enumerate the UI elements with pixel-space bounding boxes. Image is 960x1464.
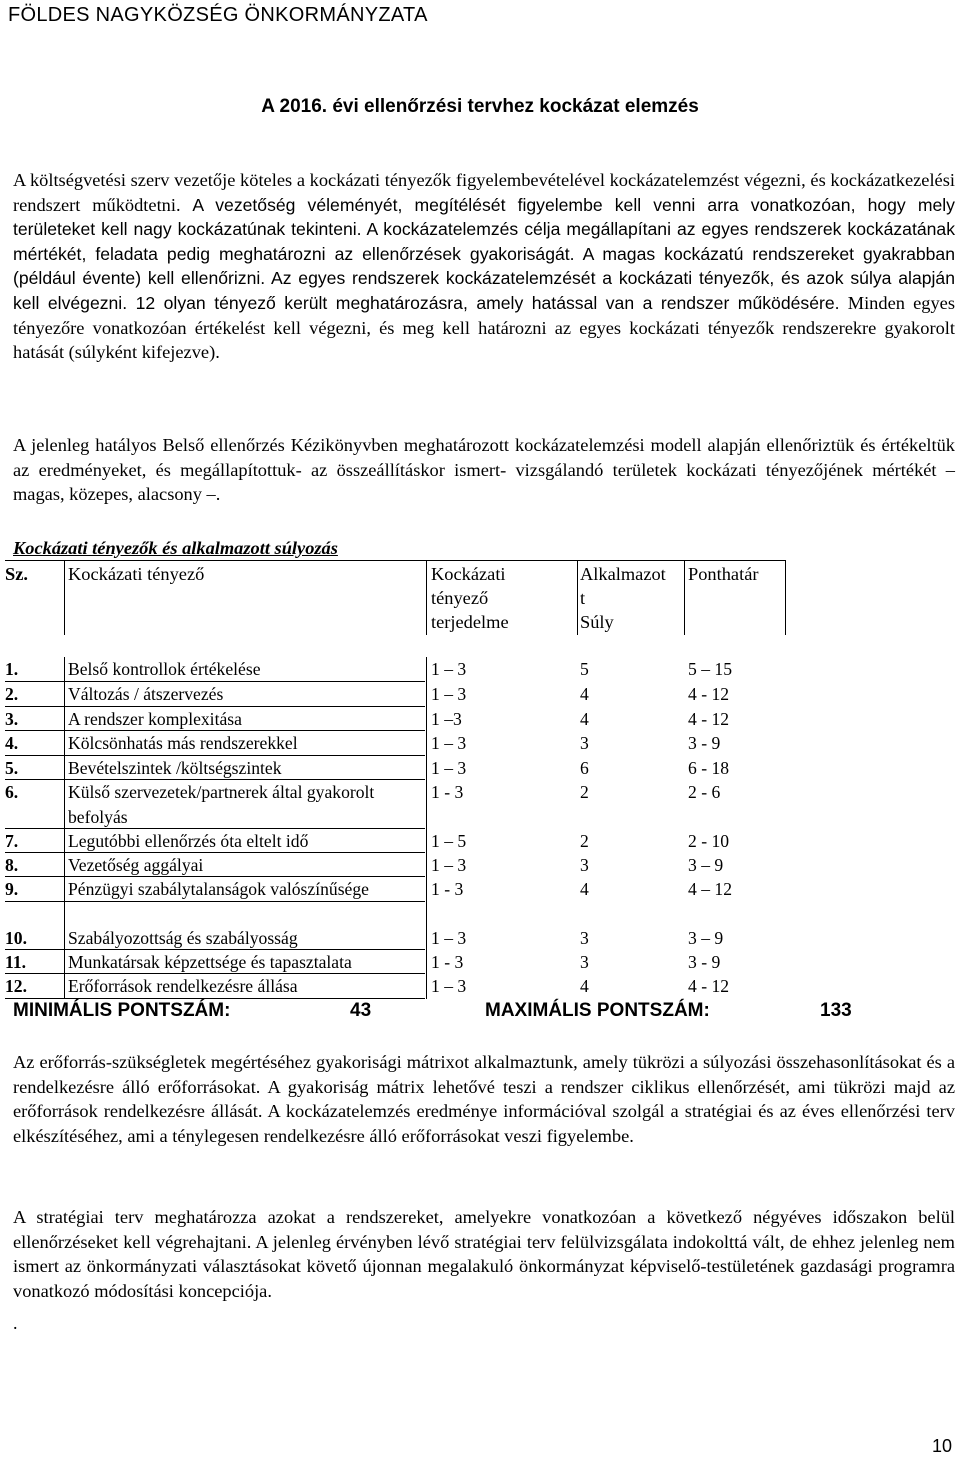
row-divider bbox=[5, 852, 425, 853]
row-range: 1 – 3 bbox=[431, 855, 467, 875]
header-divider bbox=[64, 560, 65, 635]
resource-paragraph: Az erőforrás-szükségletek megértéséhez gyakorisági mátrixot alkalmaztunk, amely tükrözi a súlyozási összehasonlításokat és a rendelkezésre álló erőforrásokat. A gyakoriság mátrix lehetővé teszi a rendszer ciklikus ellenőrzését, ami tükrözi majd az erőforrások rendelkezésre állását. A kockázatelemzés eredménye információval szolgál a stratégiai és az éves ellenőrzési terv elkészítéséhez, ami a ténylegesen rendelkezésre álló erőforrásokat veszi figyelembe. bbox=[13, 1052, 955, 1146]
row-factor: Pénzügyi szabálytalanságok valószínűsége bbox=[68, 879, 369, 899]
intro-part-1: A költségvetési szerv vezetője köteles a kockázati tényezők figyelembevételével kockázatelemzést végezni, és kockázatkezelési rendszert működtetni. bbox=[13, 170, 955, 215]
header-weight-line-3: Súly bbox=[580, 612, 614, 632]
row-score: 3 - 9 bbox=[688, 733, 721, 753]
row-score: 4 - 12 bbox=[688, 709, 730, 729]
min-score-label: MINIMÁLIS PONTSZÁM: bbox=[13, 1000, 231, 1021]
row-range: 1 – 3 bbox=[431, 758, 467, 778]
row-num: 5. bbox=[5, 758, 19, 778]
row-divider bbox=[5, 755, 425, 756]
row-factor: Munkatársak képzettsége és tapasztalata bbox=[68, 952, 352, 972]
column-divider bbox=[426, 657, 427, 999]
row-score: 4 - 12 bbox=[688, 684, 730, 704]
row-score: 3 – 9 bbox=[688, 855, 724, 875]
row-score: 2 - 6 bbox=[688, 782, 721, 802]
row-score: 3 - 9 bbox=[688, 952, 721, 972]
row-weight: 4 bbox=[580, 709, 589, 729]
row-weight: 2 bbox=[580, 782, 589, 802]
row-range: 1 – 3 bbox=[431, 733, 467, 753]
row-num: 6. bbox=[5, 782, 19, 802]
row-range: 1 –3 bbox=[431, 709, 462, 729]
row-factor: Vezetőség aggályai bbox=[68, 855, 204, 875]
table-row bbox=[5, 829, 730, 854]
header-weight-line-1: Alkalmazot bbox=[580, 564, 666, 584]
row-factor: Szabályozottság és szabályosság bbox=[68, 928, 298, 948]
table-row bbox=[5, 853, 724, 878]
header-range bbox=[431, 562, 509, 634]
page-number: 10 bbox=[931, 1436, 952, 1456]
row-num: 4. bbox=[5, 733, 19, 753]
row-range: 1 – 3 bbox=[431, 976, 467, 996]
table-row bbox=[5, 877, 732, 902]
row-score: 4 - 12 bbox=[688, 976, 730, 996]
table-row bbox=[5, 926, 724, 951]
header-weight bbox=[580, 562, 666, 634]
row-range: 1 – 3 bbox=[431, 684, 467, 704]
header-num: Sz. bbox=[5, 564, 28, 584]
intro-part-2: A vezetőség véleményét, megítélését figyelembe kell venni arra vonatkozóan, hogy mely területeket kell nagy kockázatúnak tekinteni. A kockázatelemzés célja megállapítani az egyes rendszerek kockázatának mértékét, feladata pedig meghatározni az ellenőrzések gyakoriságát. A magas kockázatú rendszereket gyakrabban (például évente) kell ellenőrizni. Az egyes rendszerek kockázatelemzését a kockázati tényezők, és azok súlya alapján kell elvégezni. 12 olyan tényező került meghatározásra, amely hatással van a rendszer működésére. bbox=[13, 194, 955, 313]
row-score: 5 – 15 bbox=[688, 659, 732, 679]
row-factor: Külső szervezetek/partnerek által gyakorolt befolyás bbox=[68, 782, 375, 827]
row-weight: 6 bbox=[580, 758, 589, 778]
table-row bbox=[5, 974, 730, 999]
row-factor: Bevételszintek /költségszintek bbox=[68, 758, 282, 778]
header-range-line-1: Kockázati bbox=[431, 564, 506, 584]
header-divider bbox=[426, 560, 427, 635]
row-num: 3. bbox=[5, 709, 19, 729]
row-divider bbox=[5, 876, 425, 877]
intro-part-3: Minden egyes tényezőre vonatkozóan értékelést kell végezni, és meg kell határozni az egyes kockázati tényezők rendszerekre gyakorolt hatását (súlyként kifejezve). bbox=[13, 292, 955, 363]
row-range: 1 – 3 bbox=[431, 659, 467, 679]
row-divider bbox=[5, 949, 425, 950]
row-num: 8. bbox=[5, 855, 19, 875]
table-row bbox=[5, 780, 721, 829]
row-range: 1 - 3 bbox=[431, 879, 464, 899]
row-factor: Belső kontrollok értékelése bbox=[68, 659, 261, 679]
row-divider bbox=[5, 779, 425, 780]
row-weight: 3 bbox=[580, 855, 589, 875]
row-weight: 4 bbox=[580, 879, 589, 899]
row-score: 3 – 9 bbox=[688, 928, 724, 948]
row-factor: A rendszer komplexitása bbox=[68, 709, 242, 729]
table-row bbox=[5, 707, 730, 732]
row-num: 9. bbox=[5, 879, 19, 899]
row-score: 6 - 18 bbox=[688, 758, 730, 778]
header-name: Kockázati tényező bbox=[68, 564, 205, 584]
row-weight: 5 bbox=[580, 659, 589, 679]
intro-paragraph bbox=[13, 168, 955, 365]
header-divider bbox=[577, 560, 578, 635]
row-num: 12. bbox=[5, 976, 27, 996]
methodology-paragraph: A jelenleg hatályos Belső ellenőrzés Kézikönyvben meghatározott kockázatelemzési modell alapján ellenőriztük és értékeltük az eredményeket, és megállapítottuk- az összeállításkor ismert- vizsgálandó területek kockázati tényezőjének mértékét – magas, közepes, alacsony –. bbox=[13, 435, 955, 505]
row-weight: 3 bbox=[580, 928, 589, 948]
document-title: A 2016. évi ellenőrzési tervhez kockázat elemzés bbox=[261, 96, 699, 117]
table-top-border bbox=[5, 560, 785, 561]
max-score-value: 133 bbox=[820, 1000, 852, 1021]
table-row bbox=[5, 950, 721, 975]
row-range: 1 - 3 bbox=[431, 952, 464, 972]
row-num: 2. bbox=[5, 684, 19, 704]
table-row bbox=[5, 657, 732, 682]
row-range: 1 – 3 bbox=[431, 928, 467, 948]
row-weight: 3 bbox=[580, 733, 589, 753]
row-num: 7. bbox=[5, 831, 19, 851]
row-weight: 3 bbox=[580, 952, 589, 972]
row-range: 1 - 3 bbox=[431, 782, 464, 802]
row-num: 1. bbox=[5, 659, 19, 679]
max-score-label: MAXIMÁLIS PONTSZÁM: bbox=[485, 1000, 710, 1021]
min-score-value: 43 bbox=[350, 1000, 372, 1021]
strategy-paragraph: A stratégiai terv meghatározza azokat a rendszereket, amelyekre vonatkozóan a következő négyéves időszakon belül ellenőrzéseket kell végrehajtani. A jelenleg érvényben lévő stratégiai terv felülvizsgálata indokolttá vált, de ehhez jelenleg nem ismert az önkormányzati választásokat követő újonnan megalakuló önkormányzat képviselő-testületének gazdasági programra vonatkozó módosítási koncepciója. bbox=[13, 1207, 955, 1301]
header-range-line-2: tényező bbox=[431, 588, 489, 608]
row-factor: Erőforrások rendelkezésre állása bbox=[68, 976, 298, 996]
row-divider bbox=[5, 973, 425, 974]
organization-header: FÖLDES NAGYKÖZSÉG ÖNKORMÁNYZATA bbox=[8, 4, 428, 26]
row-weight: 4 bbox=[580, 684, 589, 704]
header-divider bbox=[684, 560, 685, 635]
header-weight-line-2: t bbox=[580, 588, 586, 608]
row-divider bbox=[5, 998, 425, 999]
table-row bbox=[5, 756, 730, 781]
table-row bbox=[5, 731, 721, 756]
row-weight: 2 bbox=[580, 831, 589, 851]
header-range-line-3: terjedelme bbox=[431, 612, 509, 632]
trailing-dot: . bbox=[13, 1313, 18, 1333]
row-divider bbox=[5, 828, 425, 829]
header-score: Ponthatár bbox=[688, 564, 759, 584]
header-divider bbox=[785, 560, 786, 635]
table-row bbox=[5, 682, 730, 707]
row-factor: Kölcsönhatás más rendszerekkel bbox=[68, 733, 298, 753]
row-divider bbox=[5, 730, 425, 731]
row-weight: 4 bbox=[580, 976, 589, 996]
section-title: Kockázati tényezők és alkalmazott súlyozás bbox=[13, 538, 338, 558]
row-num: 11. bbox=[5, 952, 27, 972]
row-score: 4 – 12 bbox=[688, 879, 732, 899]
row-divider bbox=[5, 901, 425, 902]
row-divider bbox=[5, 706, 425, 707]
row-range: 1 – 5 bbox=[431, 831, 467, 851]
row-divider bbox=[5, 681, 425, 682]
row-num: 10. bbox=[5, 928, 27, 948]
row-factor: Legutóbbi ellenőrzés óta eltelt idő bbox=[68, 831, 309, 851]
row-score: 2 - 10 bbox=[688, 831, 730, 851]
row-factor: Változás / átszervezés bbox=[68, 684, 224, 704]
